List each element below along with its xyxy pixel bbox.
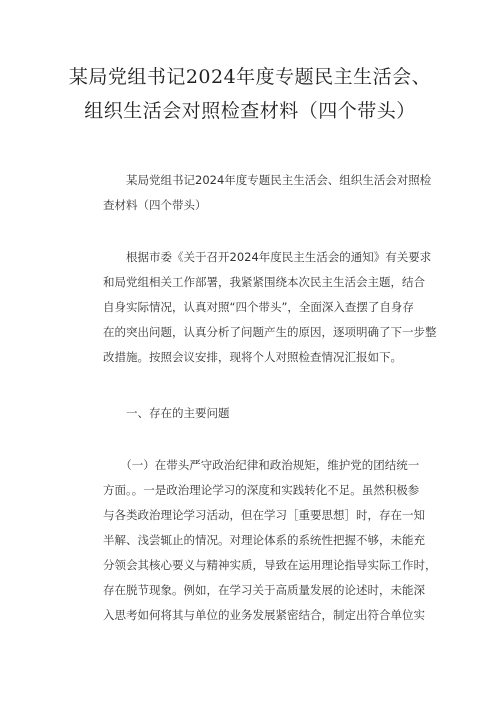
intro-line: 和局党组相关工作部署，我紧紧围绕本次民主生活会主题，结合 (103, 275, 425, 289)
section-heading (103, 401, 437, 426)
intro-line: 改措施。按照会议安排，现将个人对照检查情况汇报如下。 (103, 350, 402, 364)
section-line: 方面。。一是政治理论学习的深度和实践转化不足。虽然积极参 (103, 483, 420, 497)
document-title (40, 60, 460, 128)
title-line-2: 组织生活会对照检查材料（四个带头） (84, 100, 416, 122)
subtitle-paragraph (103, 168, 437, 218)
section-line: 分领会其核心要义与精神实质，导致在运用理论指导实际工作时， (103, 558, 437, 572)
section-line: 入思考如何将其与单位的业务发展紧密结合，制定出符合单位实 (103, 608, 425, 622)
subtitle-line: 查材料（四个带头） (103, 198, 207, 212)
intro-paragraph (103, 245, 437, 370)
section-paragraph (103, 453, 437, 628)
intro-line: 根据市委《关于召开2024年度民主生活会的通知》有关要求 (103, 250, 432, 264)
section-line: 存在脱节现象。例如，在学习关于高质量发展的论述时，未能深 (103, 583, 425, 597)
intro-line: 在的突出问题，认真分析了问题产生的原因，逐项明确了下一步整 (103, 325, 437, 339)
title-line-1: 某局党组书记2024年度专题民主生活会、 (68, 66, 432, 88)
subtitle-line: 某局党组书记2024年度专题民主生活会、组织生活会对照检 (103, 173, 432, 187)
section-line: 半解、浅尝辄止的情况。对理论体系的系统性把握不够，未能充 (103, 533, 425, 547)
section-heading-text: 一、存在的主要问题 (103, 406, 230, 420)
intro-line: 自身实际情况，认真对照“四个带头”，全面深入查摆了自身存 (103, 300, 414, 314)
section-line: 与各类政治理论学习活动，但在学习［重要思想］时，存在一知 (103, 508, 425, 522)
section-line: （一）在带头严守政治纪律和政治规矩，维护党的团结统一 (103, 458, 420, 472)
